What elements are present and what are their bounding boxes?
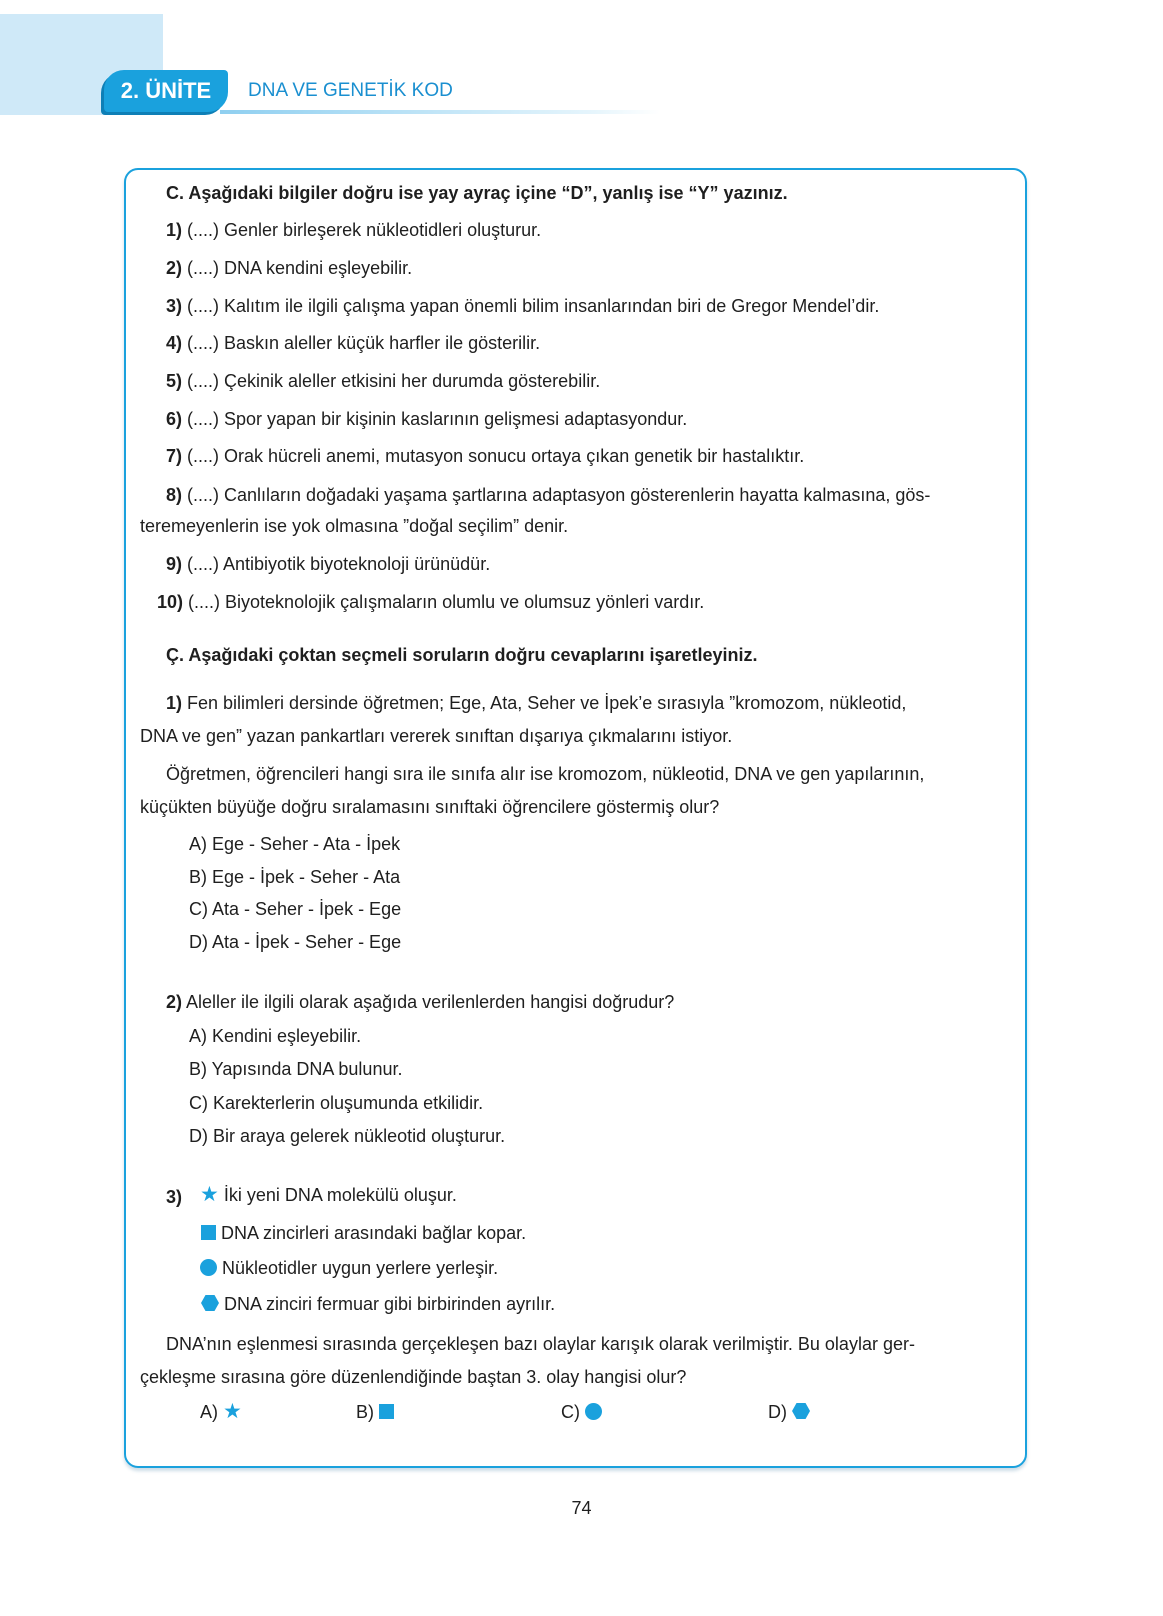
event-text: İki yeni DNA molekülü oluşur. bbox=[223, 1185, 457, 1205]
hexagon-icon bbox=[201, 1295, 219, 1311]
q1-line bbox=[166, 692, 906, 714]
tf-item bbox=[166, 295, 879, 317]
option-label: A) bbox=[200, 1402, 218, 1422]
q2-option-c[interactable]: C) Karekterlerin oluşumunda etkilidir. bbox=[189, 1093, 484, 1113]
q1-line: DNA ve gen” yazan pankartları vererek sınıftan dışarıya çıkmalarını istiyor. bbox=[140, 726, 733, 746]
event-text: Nükleotidler uygun yerlere yerleşir. bbox=[222, 1258, 499, 1278]
tf-item bbox=[166, 553, 490, 575]
q1-option-a[interactable]: A) Ege - Seher - Ata - İpek bbox=[189, 834, 401, 854]
q3-option-c[interactable] bbox=[561, 1401, 607, 1423]
option-label: C) bbox=[561, 1402, 580, 1422]
tf-item bbox=[166, 219, 541, 241]
tf-item-continuation: teremeyenlerin ise yok olmasına ”doğal seçilim” denir. bbox=[140, 516, 569, 536]
circle-icon bbox=[200, 1259, 217, 1276]
q3-option-d[interactable] bbox=[768, 1401, 815, 1423]
page-number: 74 bbox=[571, 1498, 592, 1518]
star-icon: ★ bbox=[200, 1183, 219, 1206]
unit-title: DNA VE GENETİK KOD bbox=[248, 80, 453, 101]
item-number: 4) bbox=[166, 333, 183, 353]
q2-option-d[interactable]: D) Bir araya gelerek nükleotid oluşturur. bbox=[189, 1126, 506, 1146]
item-number: 7) bbox=[166, 446, 183, 466]
q2-option-a[interactable]: A) Kendini eşleyebilir. bbox=[189, 1026, 362, 1046]
hexagon-icon bbox=[792, 1403, 810, 1419]
question-number: 3) bbox=[166, 1187, 183, 1207]
item-number: 8) bbox=[166, 485, 183, 505]
q1-option-d[interactable]: D) Ata - İpek - Seher - Ege bbox=[189, 932, 402, 952]
q3-line: DNA’nın eşlenmesi sırasında gerçekleşen bazı olaylar karışık olarak verilmiştir. Bu olaylar ger- bbox=[166, 1334, 915, 1354]
tf-item bbox=[166, 484, 930, 506]
q1-line: küçükten büyüğe doğru sıralamasını sınıftaki öğrencilere göstermiş olur? bbox=[140, 797, 720, 817]
item-number: 10) bbox=[157, 592, 184, 612]
q3-option-a[interactable] bbox=[200, 1401, 247, 1423]
event-text: DNA zincirleri arasındaki bağlar kopar. bbox=[221, 1223, 527, 1243]
square-icon bbox=[201, 1225, 216, 1240]
question-number: 1) bbox=[166, 693, 183, 713]
tf-item bbox=[157, 591, 704, 613]
q3-event bbox=[200, 1257, 498, 1279]
item-text: (....) Genler birleşerek nükleotidleri oluşturur. bbox=[187, 220, 542, 240]
tf-item bbox=[166, 370, 600, 392]
q3-line: çekleşme sırasına göre düzenlendiğinde baştan 3. olay hangisi olur? bbox=[140, 1367, 687, 1387]
event-text: DNA zinciri fermuar gibi birbirinden ayrılır. bbox=[224, 1294, 556, 1314]
item-text: (....) Çekinik aleller etkisini her durumda gösterebilir. bbox=[187, 371, 601, 391]
item-number: 5) bbox=[166, 371, 183, 391]
section-c-heading: C. Aşağıdaki bilgiler doğru ise yay ayraç içine “D”, yanlış ise “Y” yazınız. bbox=[166, 183, 788, 203]
tf-item bbox=[166, 257, 412, 279]
q3-event bbox=[201, 1293, 555, 1315]
question-text: Aleller ile ilgili olarak aşağıda verilenlerden hangisi doğrudur? bbox=[186, 992, 675, 1012]
item-number: 2) bbox=[166, 258, 183, 278]
star-icon: ★ bbox=[223, 1400, 242, 1423]
item-number: 1) bbox=[166, 220, 183, 240]
q1-line: Öğretmen, öğrencileri hangi sıra ile sınıfa alır ise kromozom, nükleotid, DNA ve gen yapılarının, bbox=[166, 764, 925, 784]
tf-item bbox=[166, 332, 540, 354]
square-icon bbox=[379, 1404, 394, 1419]
q3-option-b[interactable] bbox=[356, 1401, 399, 1423]
q3-event bbox=[200, 1184, 457, 1206]
unit-badge: 2. ÜNİTE bbox=[104, 70, 228, 112]
q1-option-c[interactable]: C) Ata - Seher - İpek - Ege bbox=[189, 899, 402, 919]
option-label: D) bbox=[768, 1402, 787, 1422]
tf-item bbox=[166, 408, 687, 430]
item-text: (....) Baskın aleller küçük harfler ile gösterilir. bbox=[187, 333, 541, 353]
question-number: 2) bbox=[166, 992, 183, 1012]
q1-option-b[interactable]: B) Ege - İpek - Seher - Ata bbox=[189, 867, 401, 887]
item-number: 6) bbox=[166, 409, 183, 429]
header-divider bbox=[220, 110, 660, 114]
item-text: (....) Canlıların doğadaki yaşama şartlarına adaptasyon gösterenlerin hayatta kalmasına, gös- bbox=[187, 485, 931, 505]
question-text: Fen bilimleri dersinde öğretmen; Ege, Ata, Seher ve İpek’e sırasıyla ”kromozom, nükleotid, bbox=[187, 693, 907, 713]
q2-option-b[interactable]: B) Yapısında DNA bulunur. bbox=[189, 1059, 403, 1079]
item-text: (....) DNA kendini eşleyebilir. bbox=[187, 258, 413, 278]
item-text: (....) Spor yapan bir kişinin kaslarının gelişmesi adaptasyondur. bbox=[187, 409, 688, 429]
item-text: (....) Antibiyotik biyoteknoloji ürünüdür. bbox=[187, 554, 491, 574]
tf-item bbox=[166, 445, 804, 467]
item-number: 9) bbox=[166, 554, 183, 574]
q3-number bbox=[166, 1186, 182, 1208]
item-number: 3) bbox=[166, 296, 183, 316]
section-cc-heading: Ç. Aşağıdaki çoktan seçmeli soruların doğru cevaplarını işaretleyiniz. bbox=[166, 645, 758, 665]
item-text: (....) Kalıtım ile ilgili çalışma yapan önemli bilim insanlarından biri de Gregor Mendel’dir. bbox=[187, 296, 880, 316]
q2-line bbox=[166, 991, 674, 1013]
item-text: (....) Orak hücreli anemi, mutasyon sonucu ortaya çıkan genetik bir hastalıktır. bbox=[187, 446, 805, 466]
circle-icon bbox=[585, 1403, 602, 1420]
item-text: (....) Biyoteknolojik çalışmaların olumlu ve olumsuz yönleri vardır. bbox=[188, 592, 705, 612]
q3-event bbox=[201, 1222, 526, 1244]
option-label: B) bbox=[356, 1402, 374, 1422]
